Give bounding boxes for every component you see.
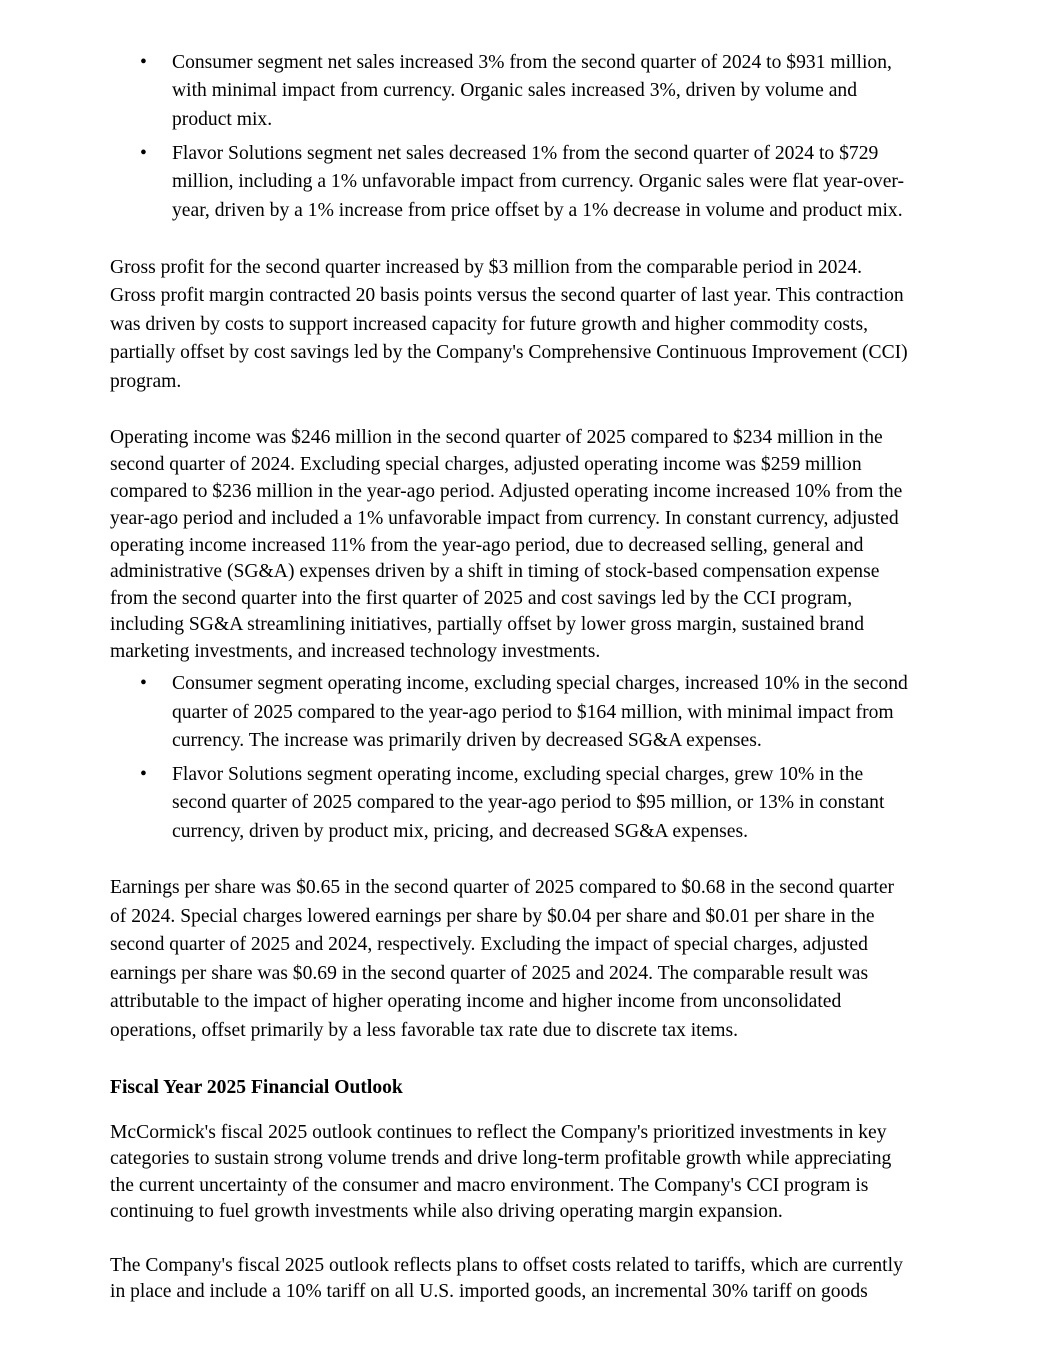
operating-income-line-5: operating income increased 11% from the year-ago period, due to decreased selling, general and	[110, 535, 864, 556]
eps-line-5: attributable to the impact of higher operating income and higher income from unconsolidated	[110, 991, 842, 1012]
operating-income-line-7: from the second quarter into the first quarter of 2025 and cost savings led by the CCI program,	[110, 588, 853, 609]
operating-income-line-9: marketing investments, and increased technology investments.	[110, 641, 601, 662]
bullet-consumer-net-sales-line-2: with minimal impact from currency. Organic sales increased 3%, driven by volume and	[172, 80, 858, 101]
outlook-heading: Fiscal Year 2025 Financial Outlook	[110, 1077, 403, 1098]
bullet-consumer-net-sales-line-3: product mix.	[172, 109, 273, 130]
bullet-flavor-net-sales-line-2: million, including a 1% unfavorable impact from currency. Organic sales were flat year-over-	[172, 171, 905, 192]
operating-income-line-1: Operating income was $246 million in the second quarter of 2025 compared to $234 million in the	[110, 427, 883, 448]
bullet-marker: •	[140, 673, 147, 694]
gross-profit-line-3: was driven by costs to support increased capacity for future growth and higher commodity costs,	[110, 314, 868, 335]
bullet-flavor-operating-line-1: Flavor Solutions segment operating income, excluding special charges, grew 10% in the	[172, 764, 864, 785]
eps-line-6: operations, offset primarily by a less favorable tax rate due to discrete tax items.	[110, 1020, 739, 1041]
operating-income-line-3: compared to $236 million in the year-ago period. Adjusted operating income increased 10% from the	[110, 481, 903, 502]
outlook-p1-line-4: continuing to fuel growth investments while also driving operating margin expansion.	[110, 1201, 783, 1222]
eps-line-4: earnings per share was $0.69 in the second quarter of 2025 and 2024. The comparable result was	[110, 963, 869, 984]
eps-line-2: of 2024. Special charges lowered earnings per share by $0.04 per share and $0.01 per share in the	[110, 906, 875, 927]
outlook-p1-line-1: McCormick's fiscal 2025 outlook continues to reflect the Company's prioritized investments in key	[110, 1122, 887, 1143]
outlook-p1-line-3: the current uncertainty of the consumer and macro environment. The Company's CCI program is	[110, 1175, 869, 1196]
bullet-consumer-operating-line-3: currency. The increase was primarily driven by decreased SG&A expenses.	[172, 730, 762, 751]
bullet-flavor-operating-line-3: currency, driven by product mix, pricing, and decreased SG&A expenses.	[172, 821, 749, 842]
bullet-marker: •	[140, 143, 147, 164]
gross-profit-line-5: program.	[110, 371, 182, 392]
operating-income-line-2: second quarter of 2024. Excluding special charges, adjusted operating income was $259 million	[110, 454, 862, 475]
bullet-consumer-operating-line-1: Consumer segment operating income, excluding special charges, increased 10% in the second	[172, 673, 908, 694]
bullet-marker: •	[140, 764, 147, 785]
bullet-flavor-net-sales-line-3: year, driven by a 1% increase from price offset by a 1% decrease in volume and product mix.	[172, 200, 903, 221]
outlook-p2-line-2: in place and include a 10% tariff on all U.S. imported goods, an incremental 30% tariff on goods	[110, 1281, 868, 1302]
operating-income-line-8: including SG&A streamlining initiatives, partially offset by lower gross margin, sustained brand	[110, 614, 865, 635]
bullet-flavor-operating-line-2: second quarter of 2025 compared to the year-ago period to $95 million, or 13% in constant	[172, 792, 885, 813]
outlook-p2-line-1: The Company's fiscal 2025 outlook reflects plans to offset costs related to tariffs, which are currently	[110, 1255, 903, 1276]
gross-profit-line-2: Gross profit margin contracted 20 basis points versus the second quarter of last year. This contraction	[110, 285, 904, 306]
bullet-flavor-net-sales-line-1: Flavor Solutions segment net sales decreased 1% from the second quarter of 2024 to $729	[172, 143, 879, 164]
gross-profit-line-1: Gross profit for the second quarter increased by $3 million from the comparable period in 2024.	[110, 257, 862, 278]
gross-profit-line-4: partially offset by cost savings led by the Company's Comprehensive Continuous Improvement (CCI)	[110, 342, 908, 363]
operating-income-line-4: year-ago period and included a 1% unfavorable impact from currency. In constant currency, adjusted	[110, 508, 899, 529]
eps-line-3: second quarter of 2025 and 2024, respectively. Excluding the impact of special charges, adjusted	[110, 934, 868, 955]
outlook-p1-line-2: categories to sustain strong volume trends and drive long-term profitable growth while appreciating	[110, 1148, 892, 1169]
bullet-consumer-operating-line-2: quarter of 2025 compared to the year-ago period to $164 million, with minimal impact from	[172, 702, 894, 723]
bullet-consumer-net-sales-line-1: Consumer segment net sales increased 3% from the second quarter of 2024 to $931 million,	[172, 52, 892, 73]
eps-line-1: Earnings per share was $0.65 in the second quarter of 2025 compared to $0.68 in the second quarter	[110, 877, 895, 898]
operating-income-line-6: administrative (SG&A) expenses driven by a shift in timing of stock-based compensation expense	[110, 561, 880, 582]
bullet-marker: •	[140, 52, 147, 73]
